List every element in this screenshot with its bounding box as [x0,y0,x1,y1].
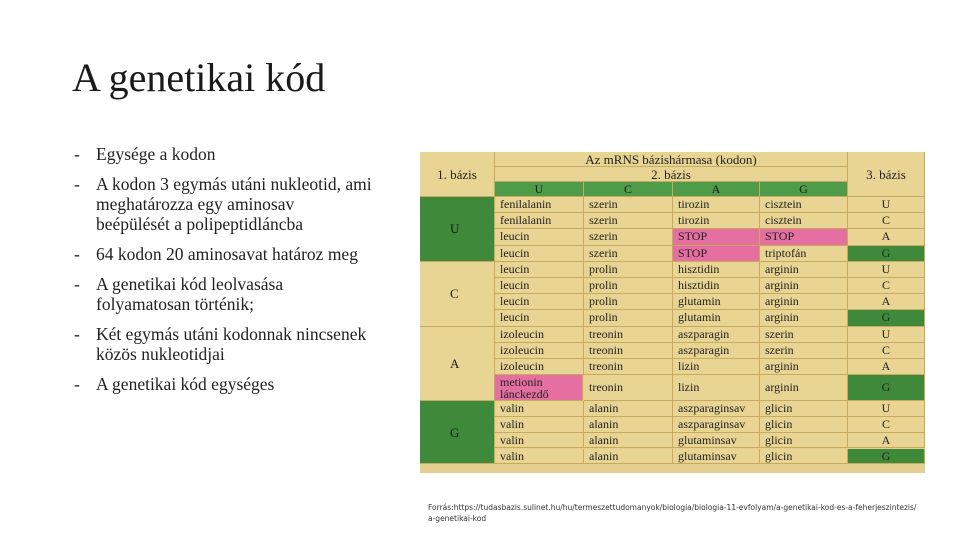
codon-cell: glutamin [673,294,760,310]
codon-cell: prolin [584,310,673,326]
codon-cell: fenilalanin [495,197,584,213]
codon-cell: leucin [495,246,584,262]
codon-cell: szerin [584,197,673,213]
codon-cell: izoleucin [495,327,584,343]
third-base-a: A [848,433,925,449]
codon-cell: lizin [673,359,760,375]
codon-cell: szerin [584,246,673,262]
first-base-a: A [420,327,495,402]
source-credit: Forrás:https://tudasbazis.sulinet.hu/hu/termeszettudomanyok/biologia/biologia-11-evfolyam/a-genetikai-kod-es-a-feherjeszintezis/a-genetikai-kod [428,503,917,523]
codon-cell: hisztidin [673,278,760,294]
slide-title: A genetikai kód [72,55,326,100]
codon-cell: izoleucin [495,359,584,375]
third-base-u: U [848,262,925,278]
second-base-g: G [760,182,848,197]
codon-cell: glicin [760,401,848,417]
codon-cell: leucin [495,278,584,294]
third-base-c: C [848,343,925,359]
codon-cell: leucin [495,262,584,278]
codon-cell: metionin lánckezdő [495,375,583,401]
codon-cell: treonin [584,359,673,375]
codon-cell: treonin [584,327,673,343]
third-base-g: G [848,310,925,326]
codon-cell: alanin [584,449,673,465]
codon-cell: glutaminsav [673,433,760,449]
second-base-c: C [584,182,673,197]
codon-cell: valin [495,417,584,433]
codon-cell: prolin [584,294,673,310]
codon-cell: valin [495,449,584,465]
codon-cell: alanin [584,417,673,433]
bullet-item: - A genetikai kód leolvasása folyamatosan történik; [72,274,372,314]
codon-cell: cisztein [760,213,848,229]
codon-cell: glicin [760,433,848,449]
codon-cell: arginin [760,359,848,375]
codon-cell: treonin [584,343,673,359]
codon-cell: valin [495,433,584,449]
third-base-c: C [848,213,925,229]
codon-cell: szerin [584,229,673,245]
codon-cell: prolin [584,262,673,278]
codon-cell: cisztein [760,197,848,213]
codon-cell: aszparagin [673,327,760,343]
codon-cell: triptofán [760,246,848,262]
codon-cell: arginin [760,278,848,294]
table-title: Az mRNS bázishármasa (kodon) [495,152,848,167]
codon-table [420,152,925,473]
codon-cell: leucin [495,229,584,245]
bullet-item: - A genetikai kód egységes [72,374,372,394]
codon-cell: lizin [673,375,760,401]
codon-cell: glutaminsav [673,449,760,465]
codon-cell: glicin [760,417,848,433]
second-base-header: 2. bázis [495,167,848,182]
third-base-g: G [848,375,925,401]
codon-cell: tirozin [673,197,760,213]
codon-cell: aszparaginsav [673,401,760,417]
codon-cell: tirozin [673,213,760,229]
codon-cell: alanin [584,401,673,417]
codon-cell: glutamin [673,310,760,326]
codon-cell: izoleucin [495,343,584,359]
codon-cell: alanin [584,433,673,449]
codon-cell: szerin [760,343,848,359]
codon-cell: arginin [760,375,848,401]
first-base-u: U [420,197,495,262]
third-base-header: 3. bázis [848,152,925,197]
codon-cell: valin [495,401,584,417]
codon-cell: arginin [760,262,848,278]
codon-cell: arginin [760,294,848,310]
third-base-g: G [848,246,925,262]
third-base-u: U [848,327,925,343]
third-base-u: U [848,197,925,213]
codon-cell: szerin [584,213,673,229]
third-base-a: A [848,294,925,310]
bullet-item: - 64 kodon 20 aminosavat határoz meg [72,244,372,264]
codon-cell: glicin [760,449,848,465]
first-base-c: C [420,262,495,327]
codon-cell: fenilalanin [495,213,584,229]
codon-cell: treonin [584,375,673,401]
second-base-u: U [495,182,584,197]
codon-cell: STOP [760,229,848,245]
third-base-c: C [848,417,925,433]
third-base-u: U [848,401,925,417]
second-base-a: A [673,182,760,197]
third-base-a: A [848,359,925,375]
codon-cell: leucin [495,310,584,326]
codon-cell: STOP [673,246,760,262]
codon-cell: arginin [760,310,848,326]
codon-cell: szerin [760,327,848,343]
bullet-item: - A kodon 3 egymás utáni nukleotid, ami meghatározza egy aminosav beépülését a polipeptidláncba [72,174,372,234]
third-base-g: G [848,449,925,465]
codon-cell: prolin [584,278,673,294]
bullet-list [72,144,372,404]
codon-cell: aszparagin [673,343,760,359]
third-base-c: C [848,278,925,294]
first-base-g: G [420,401,495,464]
first-base-header: 1. bázis [420,152,495,197]
codon-cell: STOP [673,229,760,245]
third-base-a: A [848,229,925,245]
codon-cell: hisztidin [673,262,760,278]
codon-cell: leucin [495,294,584,310]
codon-cell: aszparaginsav [673,417,760,433]
bullet-item: - Egysége a kodon [72,144,372,164]
bullet-item: - Két egymás utáni kodonnak nincsenek közös nukleotidjai [72,324,372,364]
